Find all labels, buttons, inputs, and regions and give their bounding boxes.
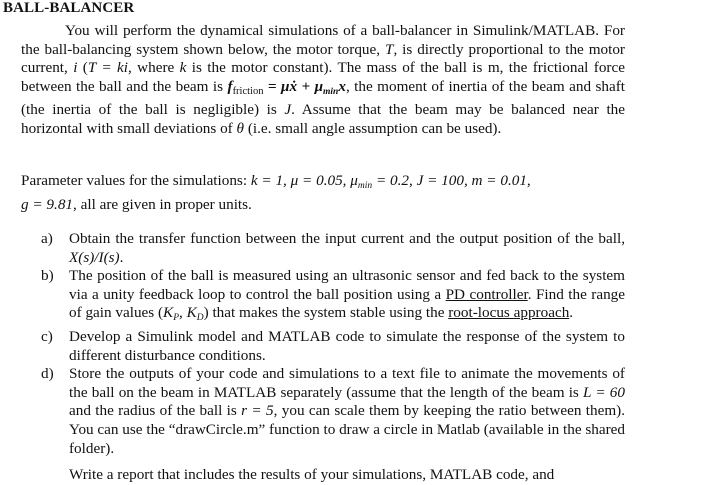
symbol-k: k — [179, 59, 187, 77]
item-text: . — [569, 304, 574, 322]
item-text: . — [119, 248, 124, 266]
symbol-J: J — [284, 101, 292, 119]
item-text: , you can scale them by keeping the ratio between them). You can use the “drawCircle.m” function to draw a circle in Matlab (available in the shared folder). — [69, 402, 625, 457]
document-title: BALL-BALANCER — [3, 0, 135, 16]
intro-text: You will perform the dynamical simulations of a ball-balancer in Simulink/MATLAB. For the ball-balancing system shown below, the motor torque, — [21, 22, 625, 58]
list-item — [41, 328, 625, 365]
list-marker: b) — [41, 267, 54, 285]
torque-equation: T = ki — [87, 59, 128, 77]
item-text: Develop a Simulink model and MATLAB code to simulate the response of the system to different disturbance conditions. — [69, 327, 625, 364]
item-text: ) that makes the system stable using the — [203, 304, 449, 322]
transfer-function: X(s)/I(s) — [69, 248, 120, 266]
friction-subscript: friction — [232, 85, 264, 97]
symbol-theta: θ — [236, 119, 245, 137]
cutoff-text: Write a report that includes the results of your simulations, MATLAB code, and — [69, 466, 555, 483]
ball-radius-equation: r = 5 — [241, 402, 274, 420]
list-item — [41, 230, 625, 267]
params-lead: Parameter values for the simulations: — [21, 172, 251, 189]
parameters-paragraph — [21, 172, 625, 214]
cutoff-line — [69, 466, 589, 483]
intro-text: is the motor constant). The mass of the ball is m, the frictional force between the ball and the beam is — [21, 59, 625, 95]
pd-controller-underline: PD controller — [445, 285, 528, 303]
kd-subscript: D — [196, 313, 204, 324]
intro-text: ( — [77, 59, 88, 77]
item-text: Obtain the transfer function between the input current and the output position of the ball, — [69, 230, 625, 247]
list-marker: a) — [41, 230, 53, 247]
symbol-T: T — [384, 40, 394, 58]
symbol-x: x — [338, 77, 346, 95]
gain-symbol: , K — [179, 304, 197, 322]
params-equation-rest: = 0.2, J = 100, m = 0.01, — [372, 172, 531, 189]
item-text: and the radius of the ball is — [69, 402, 242, 420]
intro-text: (i.e. small angle assumption can be used). — [244, 119, 502, 137]
list-marker: d) — [41, 365, 54, 383]
item-text: The position of the ball is measured using an ultrasonic sensor and fed back to the system via a unity feedback loop to control the ball position using a — [69, 267, 625, 303]
intro-text: , is directly proportional to the motor current, — [21, 40, 625, 77]
intro-paragraph — [21, 22, 625, 139]
intro-text: . Assume that the beam may be balanced near the horizontal with small deviations of — [21, 101, 626, 137]
beam-length-equation: L = 60 — [583, 383, 625, 401]
params-equation: k = 1, μ = 0.05, μ — [250, 172, 358, 189]
item-text: Store the outputs of your code and simulations to a text file to animate the movements of the ball on the beam in MATLAB separately (assume that the length of the beam is — [69, 365, 625, 401]
intro-text: , where — [128, 59, 180, 77]
list-marker: c) — [41, 327, 53, 345]
task-list — [41, 230, 625, 458]
list-item — [41, 267, 625, 328]
mu-min-subscript: min — [323, 86, 339, 97]
symbol-i: i — [73, 59, 78, 77]
root-locus-underline: root-locus approach — [448, 304, 570, 322]
gain-symbol: K — [163, 304, 174, 322]
params-g-equation: g = 9.81 — [21, 195, 74, 213]
list-item — [41, 365, 625, 458]
symbol-f: f — [227, 77, 233, 95]
params-tail: , all are given in proper units. — [73, 195, 252, 213]
item-text: . Find the range of gain values ( — [69, 285, 625, 322]
kp-subscript: P — [173, 313, 179, 324]
params-mu-min-subscript: min — [357, 181, 373, 191]
friction-equation: = μẋ + μ — [263, 77, 324, 95]
intro-text: , the moment of inertia of the beam and shaft (the inertia of the ball is negligible) is — [21, 77, 625, 119]
